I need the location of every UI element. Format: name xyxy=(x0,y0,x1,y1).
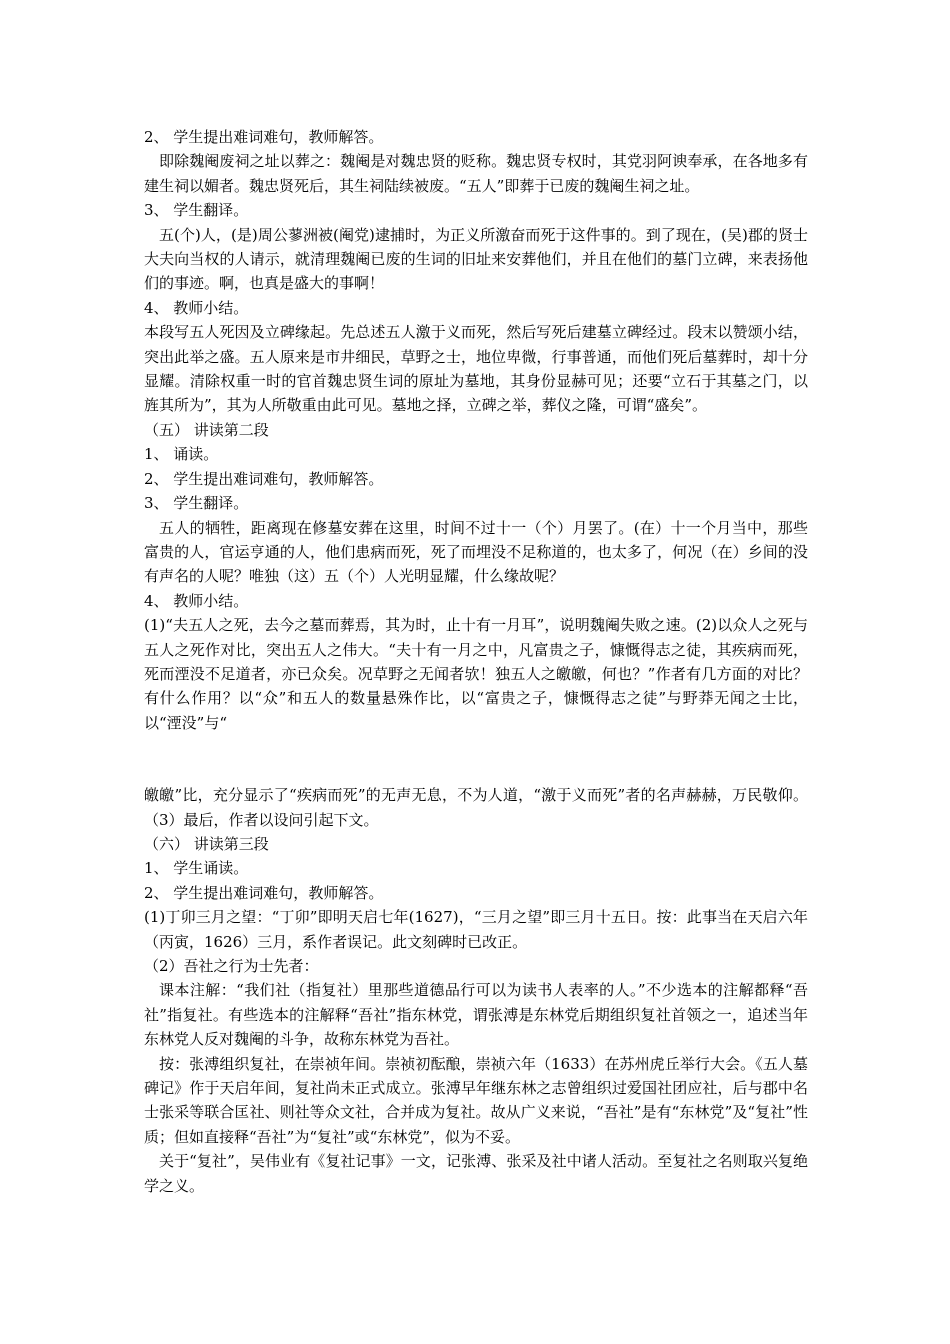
paragraph: 3、 学生翻译。 xyxy=(144,494,249,513)
paragraph: 4、 教师小结。 xyxy=(144,591,249,610)
section-heading: （五） 讲读第二段 xyxy=(144,420,269,439)
paragraph: (1)丁卯三月之望：“丁卯”即明天启七年(1627)，“三月之望”即三月十五日。按：此事当在天启六年（丙寅，1626）三月，系作者误记。此文刻碑时已改正。 xyxy=(144,908,808,951)
paragraph: 本段写五人死因及立碑缘起。先总述五人激于义而死，然后写死后建墓立碑经过。段末以赞颂小结，突出此举之盛。五人原来是市井细民，草野之士，地位卑微，行事普通，而他们死后墓葬时，却十分显耀。清除权重一时的官首魏忠贤生词的原址为墓地，其身份显赫可见；还要“立石于其墓之门，以旌其所为”，其为人所敬重由此可见。墓地之择，立碑之举，葬仪之隆，可谓“盛矣”。 xyxy=(144,323,808,415)
blank-gap xyxy=(144,735,808,783)
paragraph: 课本注解：“我们社（指复社）里那些道德品行可以为读书人表率的人。”不少选本的注解都释“吾社”指复社。有些选本的注解释“吾社”指东林党，谓张溥是东林党后期组织复社首领之一，追述当年东林党人反对魏阉的斗争，故称东林党为吾社。 xyxy=(144,981,808,1049)
paragraph: (1)“夫五人之死，去今之墓而葬焉，其为时，止十有一月耳”，说明魏阉失败之速。(2)以众人之死与五人之死作对比，突出五人之伟大。“夫十有一月之中，凡富贵之子，慷慨得志之徒，其疾病而死，死而湮没不足道者，亦已众矣。况草野之无闻者欤！独五人之皦皦，何也？”作者有几方面的对比？有什么作用？以“众”和五人的数量悬殊作比，以“富贵之子，慷慨得志之徒”与野莽无闻之士比，以“湮没”与“ xyxy=(144,616,808,732)
paragraph: 2、 学生提出难词难句，教师解答。 xyxy=(144,469,384,488)
section-heading: （六） 讲读第三段 xyxy=(144,834,269,853)
paragraph: 关于“复社”，吴伟业有《复社记事》一文，记张溥、张采及社中诸人活动。至复社之名则取兴复绝学之义。 xyxy=(144,1152,808,1195)
paragraph: 2、 学生提出难词难句，教师解答。 xyxy=(144,128,384,146)
document-body xyxy=(144,125,808,1198)
paragraph: 即除魏阉废祠之址以葬之：魏阉是对魏忠贤的贬称。魏忠贤专权时，其党羽阿谀奉承，在各地多有建生祠以媚者。魏忠贤死后，其生祠陆续被废。“五人”即葬于已废的魏阉生祠之址。 xyxy=(144,152,808,195)
paragraph: 五人的牺牲，距离现在修墓安葬在这里，时间不过十一（个）月罢了。(在）十一个月当中，那些富贵的人，官运亨通的人，他们患病而死，死了而埋没不足称道的，也太多了，何况（在）乡间的没有声名的人呢？唯独（这）五（个）人光明显耀，什么缘故呢？ xyxy=(144,518,808,586)
paragraph: 皦皦”比，充分显示了“疾病而死”的无声无息，不为人道，“激于义而死”者的名声赫赫，万民敬仰。（3）最后，作者以设问引起下文。 xyxy=(144,786,808,829)
paragraph: 1、 诵读。 xyxy=(144,445,219,464)
paragraph: 3、 学生翻译。 xyxy=(144,201,249,220)
paragraph: 1、 学生诵读。 xyxy=(144,859,249,878)
paragraph: 五(个)人，(是)周公蓼洲被(阉党)逮捕时，为正义所激奋而死于这件事的。到了现在，(吴)郡的贤士大夫向当权的人请示，就清理魏阉已废的生词的旧址来安葬他们，并且在他们的墓门立碑，来表扬他们的事迹。啊，也真是盛大的事啊！ xyxy=(144,225,808,293)
paragraph: （2）吾社之行为士先者： xyxy=(144,957,319,975)
paragraph: 2、 学生提出难词难句，教师解答。 xyxy=(144,883,384,902)
paragraph: 4、 教师小结。 xyxy=(144,298,249,317)
paragraph: 按：张溥组织复社，在崇祯年间。崇祯初酝酿，崇祯六年（1633）在苏州虎丘举行大会。《五人墓碑记》作于天启年间，复社尚未正式成立。张溥早年继东林之志曾组织过爱国社团应社，后与郡中名士张采等联合匡社、则社等众文社，合并成为复社。故从广义来说，“吾社”是有“东林党”及“复社”性质；但如直接释“吾社”为“复社”或“东林党”，似为不妥。 xyxy=(144,1054,808,1146)
